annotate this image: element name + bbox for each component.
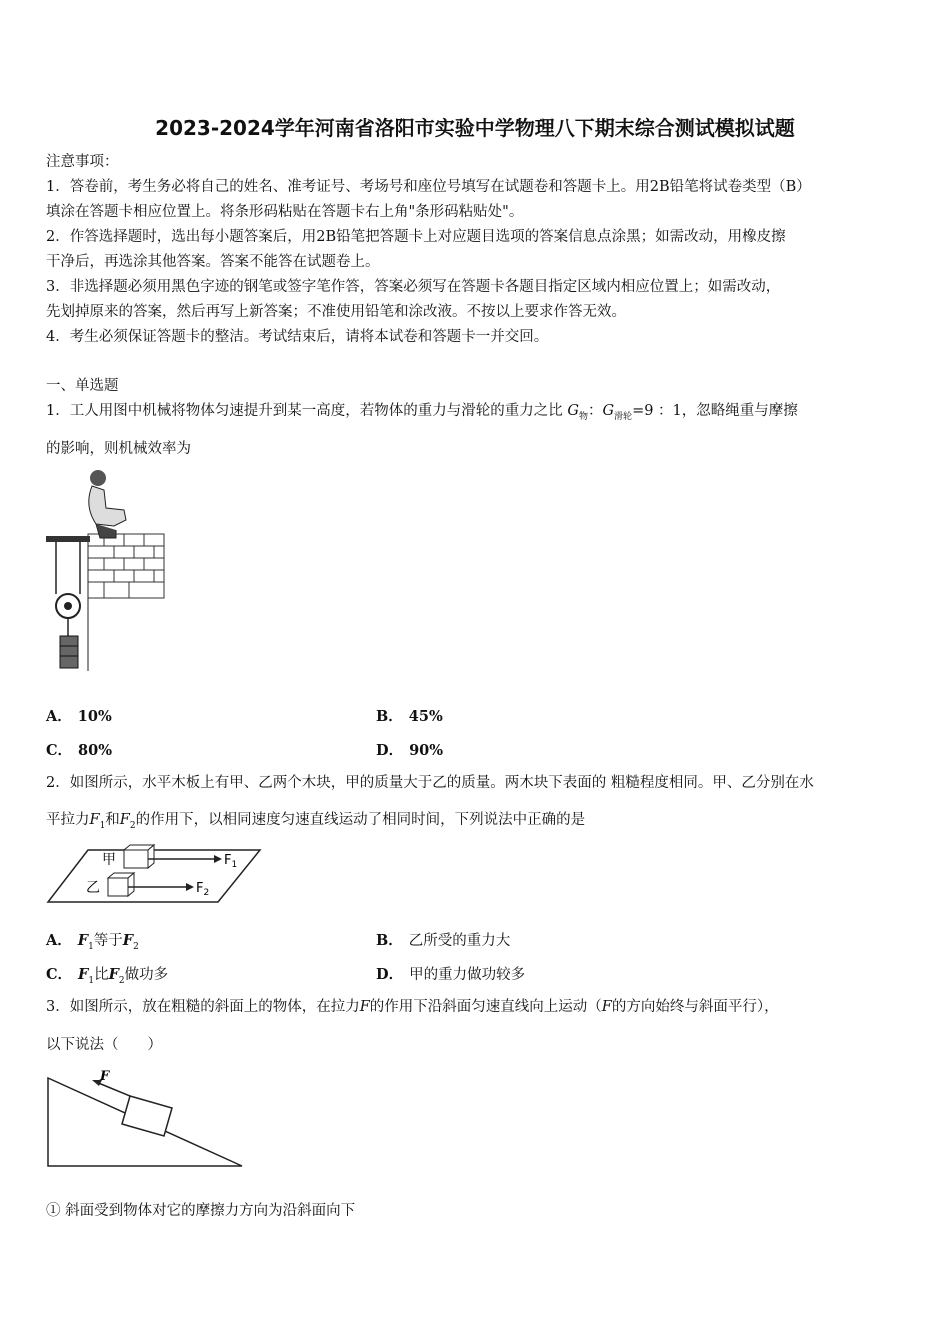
page-title: 2023-2024学年河南省洛阳市实验中学物理八下期末综合测试模拟试题: [155, 116, 795, 140]
notice-line: 4．考生必须保证答题卡的整洁。考试结束后，请将本试卷和答题卡一并交回。: [46, 329, 549, 345]
q1-stem-line2: 的影响，则机械效率为: [46, 441, 191, 457]
notice-line: 3．非选择题必须用黑色字迹的钢笔或签字笔作答，答案必须写在答题卡各题目指定区域内相应位置上；如需改动，: [46, 279, 781, 295]
q1-pulley-figure: [44, 466, 168, 676]
q1-option-b: B． 45%: [376, 708, 443, 725]
q3-stem-line1: 3．如图所示，放在粗糙的斜面上的物体，在拉力F的作用下沿斜面匀速直线向上运动（F的方向始终与斜面平行），: [46, 999, 779, 1015]
notice-line: 1．答卷前，考生务必将自己的姓名、准考证号、考场号和座位号填写在试题卷和答题卡上。用2B铅笔将试卷类型（B）: [46, 179, 811, 195]
q2-option-a: A． $F_1$等于$F_2$: [46, 932, 139, 952]
q2-fig-jia-label: 甲: [102, 852, 116, 868]
q2-option-d: D． 甲的重力做功较多: [376, 966, 526, 983]
q1-option-c: C． 80%: [46, 742, 113, 759]
notice-heading: 注意事项：: [46, 154, 119, 170]
q2-fig-yi-label: 乙: [86, 880, 100, 896]
q1-stem-line1: 1．工人用图中机械将物体匀速提升到某一高度，若物体的重力与滑轮的重力之比 $G_物$：$G_{滑轮}=9$ ：1，忽略绳重与摩擦: [46, 403, 798, 422]
q2-fig-f1-label: $F_1$: [224, 853, 238, 870]
q2-stem-line2: 平拉力$F_1$和$F_2$的作用下，以相同速度匀速直线运动了相同时间，下列说法中正确的是: [46, 812, 586, 831]
notice-line: 填涂在答题卡相应位置上。将条形码粘贴在答题卡右上角"条形码粘贴处"。: [46, 204, 524, 220]
q3-statement-1: ① 斜面受到物体对它的摩擦力方向为沿斜面向下: [46, 1203, 356, 1219]
q3-fig-force-label: F: [100, 1069, 110, 1084]
q3-stem-line2: 以下说法（ ）: [46, 1037, 162, 1053]
q1-option-d: D． 90%: [376, 742, 444, 759]
notice-line: 干净后，再选涂其他答案。答案不能答在试题卷上。: [46, 254, 380, 270]
section-heading: 一、单选题: [46, 378, 119, 394]
q2-option-b: B． 乙所受的重力大: [376, 932, 511, 949]
q2-stem-line1: 2．如图所示，水平木板上有甲、乙两个木块，甲的质量大于乙的质量。两木块下表面的 粗糙程度相同。甲、乙分别在水: [46, 775, 814, 791]
q2-blocks-figure: [46, 842, 264, 906]
q2-fig-f2-label: $F_2$: [196, 881, 210, 898]
notice-line: 先划掉原来的答案，然后再写上新答案；不准使用铅笔和涂改液。不按以上要求作答无效。: [46, 304, 626, 320]
q3-incline-figure: [44, 1066, 246, 1172]
notice-line: 2．作答选择题时，选出每小题答案后，用2B铅笔把答题卡上对应题目选项的答案信息点涂黑；如需改动，用橡皮擦: [46, 229, 786, 245]
q2-option-c: C． $F_1$比$F_2$做功多: [46, 966, 169, 986]
q1-option-a: A． 10%: [46, 708, 112, 725]
